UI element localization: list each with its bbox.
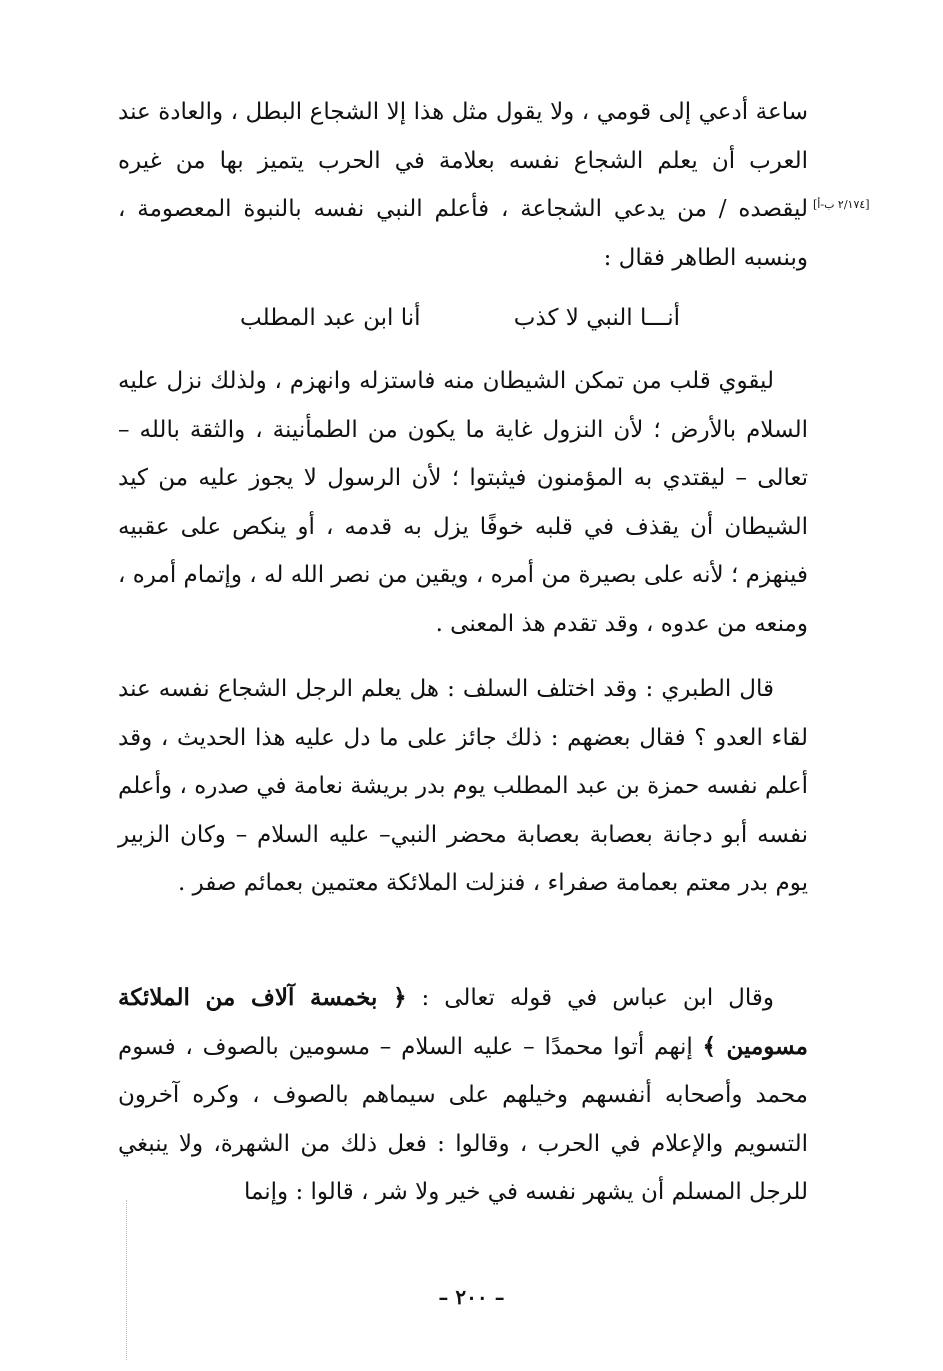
scan-edge-mark <box>126 1200 133 1360</box>
paragraph-3-text: قال الطبري : وقد اختلف السلف : هل يعلم الرجل الشجاع نفسه عند لقاء العدو ؟ فقال بعضهم : ذلك جائز على ما دل عليه هذا الحديث ، وقد أعلم نفسه حمزة بن عبد المطلب يوم بدر بريشة نعامة في صدره ، وأعلم نفسه أبو دجانة بعصابة بعصابة محضر النبي– عليه السلام – وكان الزبير يوم بدر معتم بعمامة صفراء ، فنزلت الملائكة معتمين بعمائم صفر . <box>118 676 808 896</box>
paragraph-1-text: ساعة أدعي إلى قومي ، ولا يقول مثل هذا إلا الشجاع البطل ، والعادة عند العرب أن يعلم الشجاع نفسه بعلامة في الحرب يتميز بها من غيره ليقصده / من يدعي الشجاعة ، فأعلم النبي نفسه بالنبوة المعصومة ، وبنسبه الطاهر فقال : <box>118 99 808 271</box>
verse-first-hemistich: أنـــا النبي لا كذب <box>513 305 680 331</box>
verse-second-hemistich: أنا ابن عبد المطلب <box>240 305 421 331</box>
paragraph-4-intro: وقال ابن عباس في قوله تعالى : <box>406 985 775 1011</box>
page-number: – ٢٠٠ – <box>438 1285 505 1309</box>
paragraph-2 <box>118 357 808 648</box>
paragraph-4 <box>118 974 808 1217</box>
manuscript-folio-reference: [٢/١٧٤ ب-أ] <box>813 198 870 211</box>
poetry-verse <box>240 300 680 336</box>
paragraph-2-text: ليقوي قلب من تمكن الشيطان منه فاستزله وانهزم ، ولذلك نزل عليه السلام بالأرض ؛ لأن النزول غاية ما يكون من الطمأنينة ، والثقة بالله – تعالى – ليقتدي به المؤمنون فيثبتوا ؛ لأن الرسول لا يجوز عليه من كيد الشيطان أن يقذف في قلبه خوفًا يزل به قدمه ، أو ينكص على عقبيه فينهزم ؛ لأنه على بصيرة من أمره ، ويقين من نصر الله له ، وإتمام أمره ، ومنعه من عدوه ، وقد تقدم هذ المعنى . <box>118 368 808 637</box>
paragraph-1 <box>118 88 808 282</box>
paragraph-4-continuation: إنهم أتوا محمدًا – عليه السلام – مسومين بالصوف ، فسوم محمد وأصحابه أنفسهم وخيلهم على سيماهم بالصوف ، وكره آخرون التسويم والإعلام في الحرب ، وقالوا : فعل ذلك من الشهرة، ولا ينبغي للرجل المسلم أن يشهر نفسه في خير ولا شر ، قالوا : وإنما <box>118 1033 808 1205</box>
paragraph-3 <box>118 665 808 908</box>
paragraph-4-text <box>118 974 808 1217</box>
quran-quotation: ﴿ بخمسة آلاف من الملائكة مسومين ﴾ <box>118 984 809 1060</box>
